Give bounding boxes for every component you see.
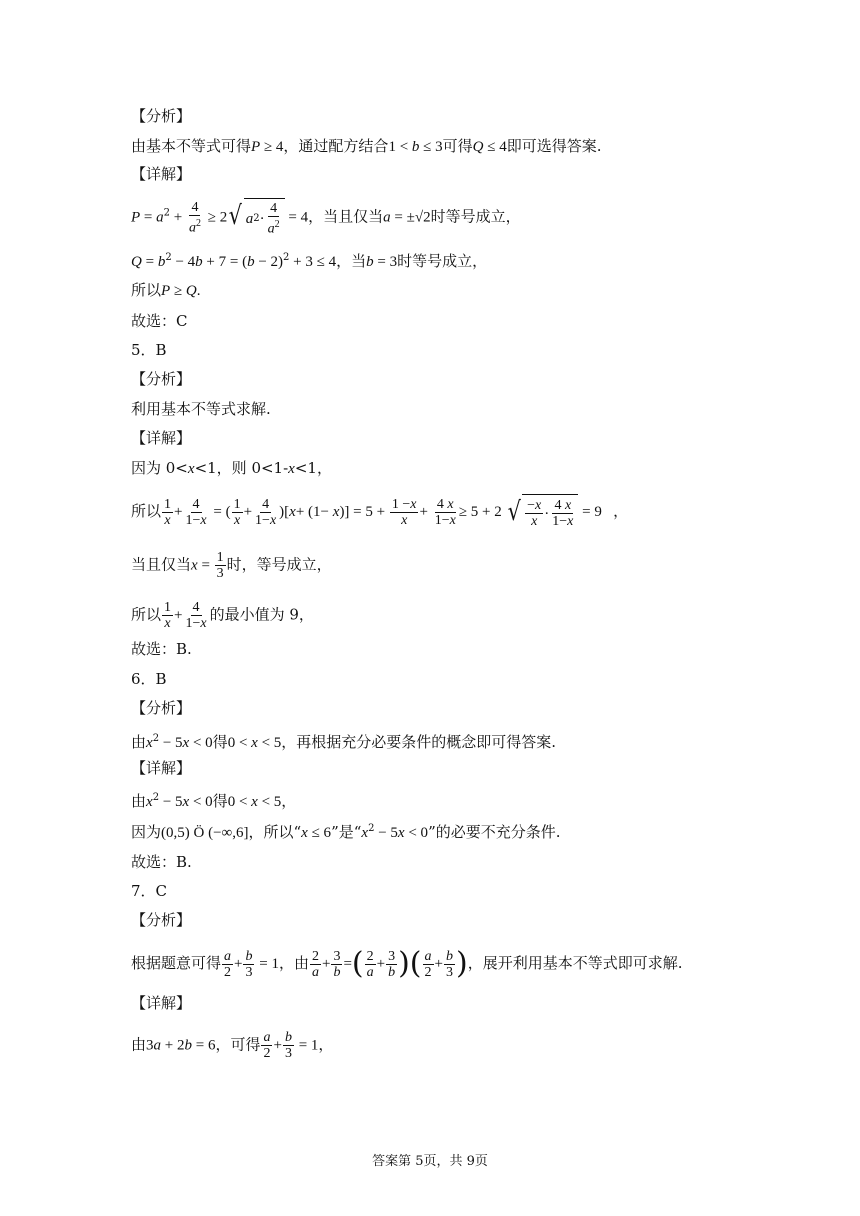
q7-number: 7．C bbox=[131, 882, 168, 900]
q6-analysis: 由$x^2 - 5x < 0$得0 < x < 5，再根据充分必要条件的概念即可得答案. bbox=[131, 733, 557, 751]
q4-detail-p: $P = a^2$ + $\frac{4}{a^2}$ ≥ 2 √ a 2 · $\frac{4}{a^2}$ = 4，当且仅当a = ±√2时等号成立， bbox=[131, 199, 521, 237]
q6-detail-solve: 由$x^2 - 5x < 0$得0 < x < 5， bbox=[131, 792, 297, 810]
q4-answer: 故选：C bbox=[131, 312, 188, 330]
q4-analysis: 由基本不等式可得P ≥ 4，通过配方结合1 < b ≤ 3可得Q ≤ 4即可选得答案. bbox=[131, 137, 602, 155]
label-analysis: 【分析】 bbox=[131, 911, 192, 929]
q4-conclusion: 所以P ≥ Q. bbox=[131, 281, 201, 299]
q6-answer: 故选：B. bbox=[131, 853, 192, 871]
page-footer: 答案第 5页，共 9页 bbox=[372, 1154, 488, 1169]
q6-detail-subset: 因为(0,5) Ö (−∞,6]，所以“x ≤ 6”是“$x^2 - 5x < 0$”的必要不充分条件. bbox=[131, 823, 561, 841]
q4-detail-q: $Q = b^2 - 4b + 7 = (b - 2)^2 + 3 \le 4$，当b = 3时等号成立， bbox=[131, 252, 488, 270]
q5-minimum: 所以 $\frac{1}{x}$ + $\frac{4}{1-x}$ 的最小值为 9， bbox=[131, 600, 314, 631]
q6-number: 6．B bbox=[131, 670, 167, 688]
label-detail: 【详解】 bbox=[131, 759, 192, 777]
q5-analysis: 利用基本不等式求解. bbox=[131, 400, 271, 418]
q5-detail-expand: 所以 $\frac{1}{x}$ + $\frac{4}{1-x}$ = ( $\frac{1}{x}$ + $\frac{4}{1-x}$ )[x+ (1− x)] = 5 + $\frac{1 -x}{x}$ + $\frac{4 x}{1-x}$ ≥ 5 + 2 √ $\frac{-x}{x}$ · $\frac{4 x}{1-x}$ = 9 ， bbox=[131, 494, 628, 530]
label-detail: 【详解】 bbox=[131, 429, 192, 447]
label-analysis: 【分析】 bbox=[131, 370, 192, 388]
label-detail: 【详解】 bbox=[131, 165, 192, 183]
label-analysis: 【分析】 bbox=[131, 107, 192, 125]
label-analysis: 【分析】 bbox=[131, 699, 192, 717]
q7-detail: 由3a + 2b = 6，可得 $\frac{a}{2}$ + $\frac{b}{3}$ = 1， bbox=[131, 1030, 334, 1061]
q5-answer: 故选：B. bbox=[131, 640, 192, 658]
label-detail: 【详解】 bbox=[131, 994, 192, 1012]
q5-detail-range: 因为 0<x<1，则 0<1-x<1， bbox=[131, 459, 332, 477]
q5-equality: 当且仅当x = $\frac{1}{3}$ 时，等号成立， bbox=[131, 550, 332, 581]
q5-number: 5．B bbox=[131, 341, 167, 359]
q7-analysis: 根据题意可得 $\frac{a}{2}$ + $\frac{b}{3}$ = 1，由 $\frac{2}{a}$ + $\frac{3}{b}$ =( $\frac{2}{a}$ + $\frac{3}{b}$ )( $\frac{a}{2}$ + $\frac{b}{3}$ )，展开利用基本不等式即可求解. bbox=[131, 946, 683, 981]
